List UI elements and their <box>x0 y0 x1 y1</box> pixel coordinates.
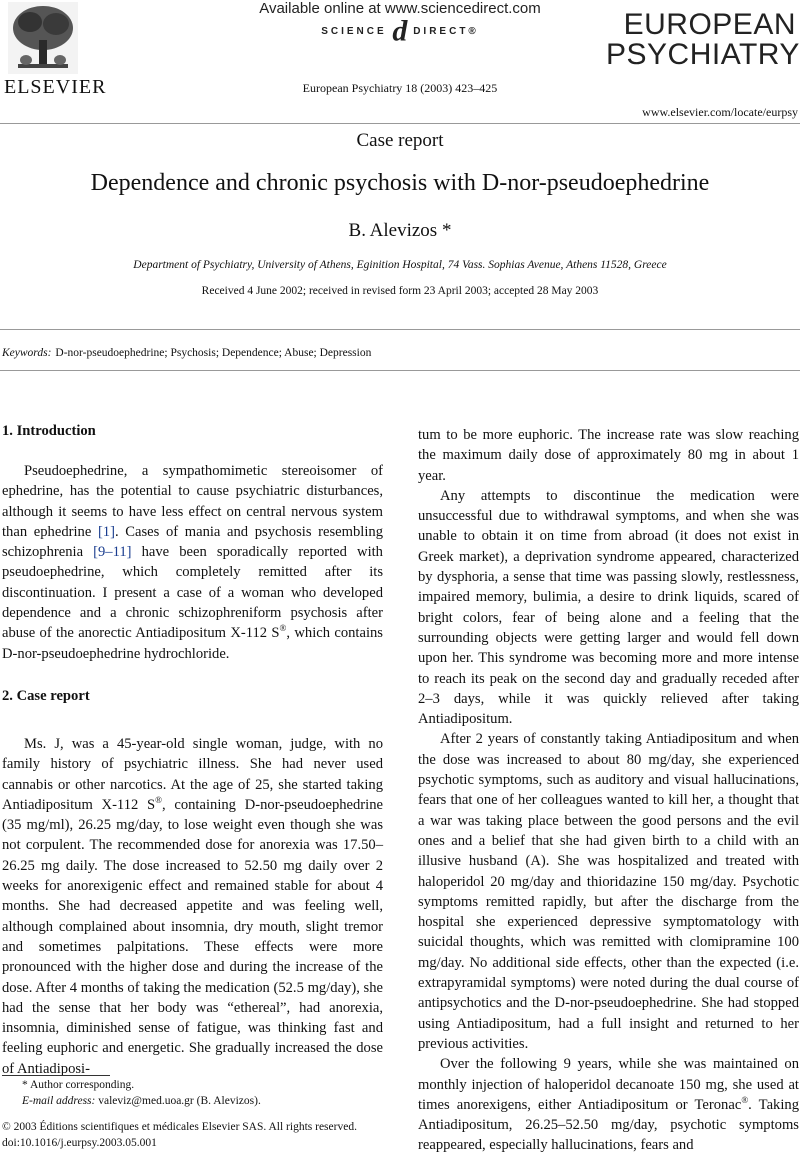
footnote-email <box>22 1095 261 1107</box>
keywords-label: Keywords: <box>2 347 52 359</box>
copyright-notice: © 2003 Éditions scientifiques et médicales Elsevier SAS. All rights reserved. <box>2 1121 357 1133</box>
article-author: B. Alevizos * <box>348 220 452 241</box>
abstract-top-divider <box>0 329 800 330</box>
section-heading-case-report: 2. Case report <box>2 688 90 704</box>
elsevier-tree-logo-icon <box>8 2 78 74</box>
section-heading-introduction: 1. Introduction <box>2 423 96 439</box>
intro-text-2: . Cases of mania and psychosis resembling schizophrenia <box>2 523 383 561</box>
header-divider <box>0 123 800 124</box>
publisher-name: ELSEVIER <box>4 76 107 98</box>
citation-link-9-11[interactable]: [9–11] <box>93 544 132 561</box>
registered-mark: ® <box>741 1094 749 1105</box>
case-paragraph-3: After 2 years of constantly taking Antiadipositum and when the dose was increased to about 80 mg/day, she experienced psychotic symptoms, such as auditory and visual hallucinations, fears that one of her colleagues wanted to kill her, a thought that a war was taking place between the good persons and the evil ones and a belief that she had given birth to a child with an illusive husband (A). She was hospitalized and treated with haloperidol 20 mg/day and thioridazine 150 mg/day. Psychotic symptoms remitted rapidly, but after the discharge from the hospital she experienced depressive symptomatology with suicidal thoughts, which was remitted with clomipramine 100 mg/day. No additional side effects, other than the expected (i.e. extrapyramidal symptoms) were noted during the dual course of antipsychotics and the D-nor-pseudoephedrine. She had stopped using Antiadipositum, had a full insight and returned to her previous activities. <box>418 731 799 1052</box>
case-paragraph-4 <box>418 1054 799 1155</box>
registered-mark: ® <box>279 623 287 634</box>
keywords-list: D-nor-pseudoephedrine; Psychosis; Dependence; Abuse; Depression <box>55 347 372 359</box>
intro-text-1: Pseudoephedrine, a sympathomimetic stereoisomer of ephedrine, has the potential to cause psychiatric disturbances, although it seems to have less effect on central nervous system than ephedrine <box>2 463 383 540</box>
intro-paragraph <box>2 461 383 664</box>
case-paragraph-2: Any attempts to discontinue the medication were unsuccessful due to withdrawal symptoms, and when she was unable to obtain it on time from abroad (it does not exist in Greek market), a deprivation syndrome appeared, characterized by dysphoria, a sense that time was passing slowly, restlessness, impaired memory, bulimia, a desire to drink liquids, scared of bright colors, fear of being alone and a feeling that the surrounding objects were getting larger and would fell down upon her. This syndrome was becoming more and more intense to reach its peak on the second day and gradually receded after 2–3 days, while it was quickly relieved after taking Antiadipositum. <box>418 487 799 728</box>
sciencedirect-at-glyph: d <box>392 14 408 48</box>
abstract-bottom-divider <box>0 370 800 371</box>
left-column <box>2 461 383 1079</box>
journal-logo <box>606 8 800 71</box>
journal-citation: European Psychiatry 18 (2003) 423–425 <box>302 81 498 95</box>
article-title: Dependence and chronic psychosis with D-nor-pseudoephedrine <box>90 170 710 196</box>
article-dates: Received 4 June 2002; received in revised form 23 April 2003; accepted 28 May 2003 <box>201 285 599 297</box>
author-affiliation: Department of Psychiatry, University of Athens, Eginition Hospital, 74 Vass. Sophias Avenue, Athens 11528, Greece <box>133 259 667 271</box>
footnote-corresponding: * Author corresponding. <box>22 1079 135 1091</box>
citation-link-1[interactable]: [1] <box>97 523 115 540</box>
journal-url-link[interactable]: www.elsevier.com/locate/eurpsy <box>642 105 798 119</box>
doi-link[interactable]: doi:10.1016/j.eurpsy.2003.05.001 <box>2 1137 157 1149</box>
case-text-1: Ms. J, was a 45-year-old single woman, judge, with no family history of psychiatric illness. She had never used cannabis or other narcotics. At the age of 25, she started taking Antiadipositum X-112 S <box>2 735 383 813</box>
sciencedirect-logo-left: SCIENCE <box>321 26 387 37</box>
email-label: E-mail address: <box>22 1095 96 1107</box>
intro-text-4: , which contains D-nor-pseudoephedrine hydrochloride. <box>2 625 383 662</box>
sciencedirect-logo-right: DIRECT® <box>413 26 479 37</box>
available-online-banner: Available online at www.sciencedirect.com <box>259 0 541 17</box>
journal-logo-line1: EUROPEAN <box>623 8 796 41</box>
right-column <box>418 425 799 1156</box>
intro-text-3: have been sporadically reported with pseudoephedrine, which completely remitted after its discontinuation. I present a case of a woman who developed dependence and a chronic schizophreniform psychosis after abuse of the anorectic Antiadipositum X-112 S <box>2 544 383 642</box>
case-text-1b: , containing D-nor-pseudoephedrine (35 mg/ml), 26.25 mg/day, to lose weight even though she was not corpulent. The recommended dose for anorexia was 17.50–26.25 mg daily. The dose increased to 52.50 mg daily over 2 weeks for anorexigenic effect and remained stable for about 4 months. She had decreased appetite and was feeling well, although complained about insomnia, dry mouth, slight tremor and sometimes palpitations. These effects were more pronounced with the higher dose and during the increase of the dose. After 4 months of taking the medication (52.5 mg/day), she had the sense that her body was “ethereal”, had anorexia, insomnia, diminished sense of fatigue, was thinking fast and feeling euphoric and energetic. She gradually increased the dose of Antiadiposi- <box>2 796 383 1077</box>
case-paragraph-1 <box>2 734 383 1079</box>
case-text-4a: Over the following 9 years, while she was maintained on monthly injection of haloperidol decanoate 150 mg, she used at times anorexigens, either Antiadipositum or Teronac <box>418 1056 799 1113</box>
case-paragraph-1-continued: tum to be more euphoric. The increase rate was slow reaching the maximum daily dose of approximately 80 mg in about 1 year. <box>418 427 799 484</box>
journal-logo-line2: PSYCHIATRY <box>606 38 800 71</box>
keywords-line <box>2 347 371 359</box>
case-text-4b: . Taking Antiadipositum, 26.25–52.50 mg/day, psychotic symptoms reappeared, especially hallucinations, fears and <box>418 1096 799 1154</box>
email-link[interactable]: valeviz@med.uoa.gr (B. Alevizos). <box>95 1095 261 1107</box>
footnote-divider <box>2 1075 110 1076</box>
registered-mark: ® <box>155 795 162 805</box>
article-type: Case report <box>356 130 444 151</box>
